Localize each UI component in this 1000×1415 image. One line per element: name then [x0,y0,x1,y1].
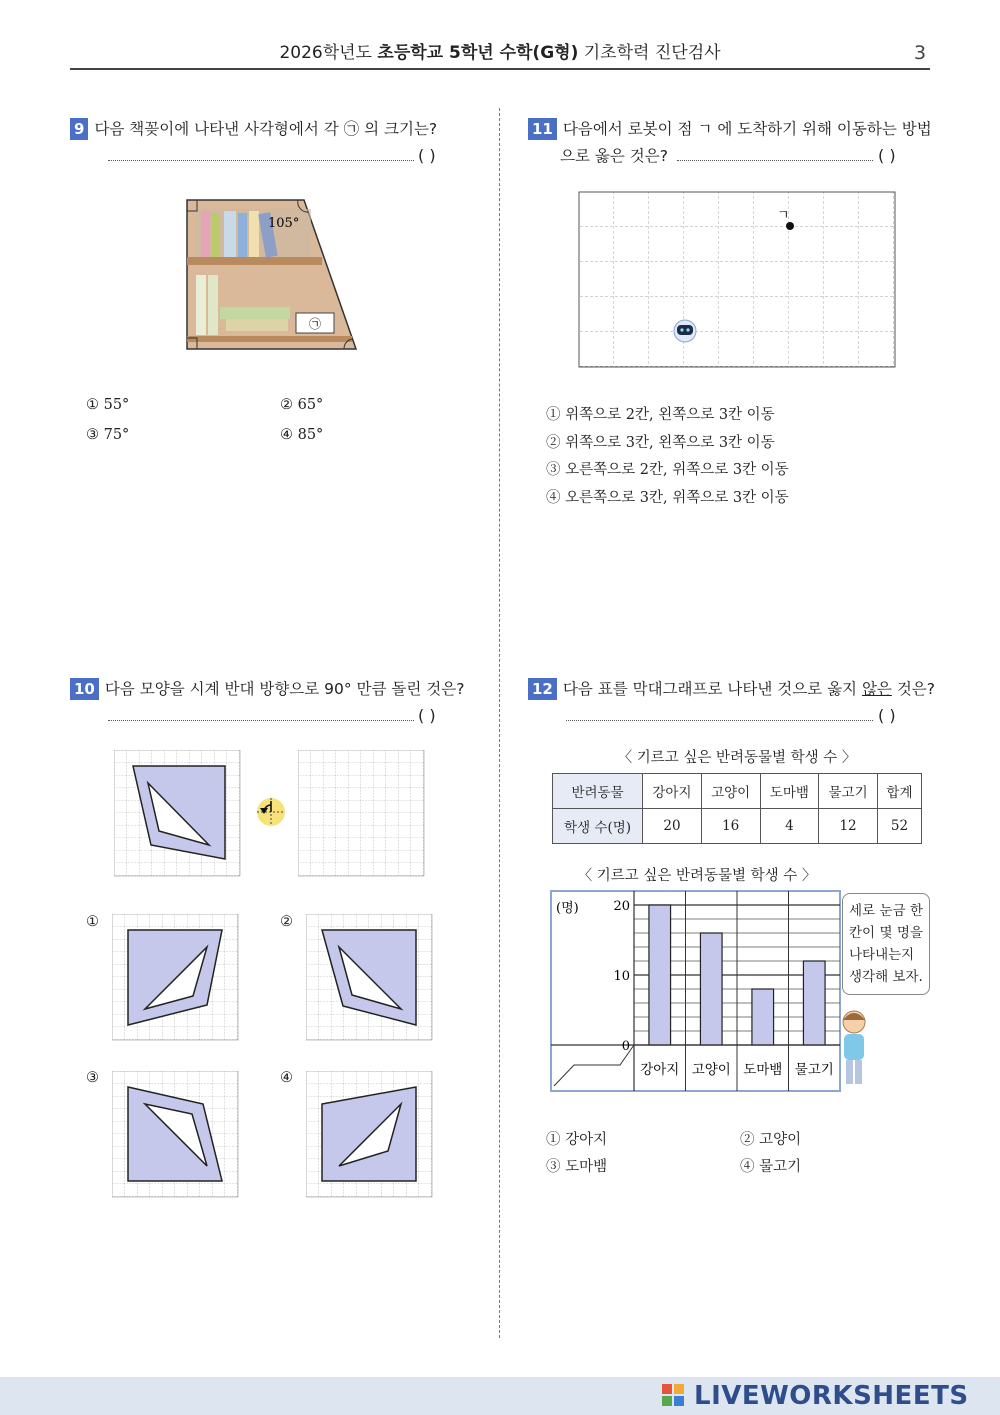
table-header-cell: 물고기 [819,774,878,809]
chart-bar [752,989,774,1045]
chart-y-tick-label: 0 [621,1039,630,1054]
q11-number: 11 [528,118,557,140]
q10-choice-2-grid[interactable] [306,914,434,1042]
chart-y-tick-label: 10 [613,969,630,984]
q12-bar-chart [550,890,842,1093]
q11-answer-blank[interactable]: ( ) [878,146,896,165]
column-divider [499,108,500,1338]
table-cell: 4 [760,809,819,844]
table-header-cell: 반려동물 [553,774,643,809]
table-header-row [553,774,922,809]
q12-choice-3[interactable]: ③ 도마뱀 [546,1159,608,1175]
q11-text-line1: 다음에서 로봇이 점 ㄱ 에 도착하기 위해 이동하는 방법 [562,120,932,138]
q9-question [70,118,437,140]
counterclockwise-rotation-icon [254,796,288,830]
q11-point-label: ㄱ [777,208,790,223]
chart-category-label: 도마뱀 [743,1062,783,1078]
chart-category-label: 고양이 [691,1062,731,1078]
q12-choice-2[interactable]: ② 고양이 [740,1132,802,1148]
chart-category-label: 강아지 [640,1062,680,1078]
q10-text: 다음 모양을 시계 반대 방향으로 90° 만큼 돌린 것은? [104,680,465,698]
table-header-cell: 고양이 [701,774,760,809]
table-cell: 12 [819,809,878,844]
chart-y-axis-label: (명) [556,901,579,916]
q12-text-a: 다음 표를 막대그래프로 나타낸 것으로 옳지 [562,680,862,698]
q10-answer-blank[interactable]: ( ) [418,706,436,725]
q11-choice-1[interactable]: ① 위쪽으로 2칸, 왼쪽으로 3칸 이동 [546,407,775,423]
q9-choice-1[interactable]: ① 55° [86,397,130,413]
q12-choice-1[interactable]: ① 강아지 [546,1132,608,1148]
q12-graph-caption: 〈 기르고 싶은 반려동물별 학생 수 〉 [577,868,817,884]
q9-choice-4[interactable]: ④ 85° [280,427,324,443]
chart-bar [649,905,671,1045]
page-number: 3 [914,42,927,64]
q9-text: 다음 책꽂이에 나타낸 사각형에서 각 ㉠ 의 크기는? [94,120,438,138]
table-cell: 52 [877,809,921,844]
header-title [0,38,1000,63]
q10-original-shape-grid [114,750,242,878]
q10-choice-1-grid[interactable] [112,914,240,1042]
q12-text-underlined: 않은 [861,680,892,698]
table-row [553,809,922,844]
q9-number: 9 [70,118,88,140]
table-cell: 학생 수(명) [553,809,643,844]
q11-leader-dots [677,160,873,161]
q12-question [528,678,935,700]
q11-text-line2: 으로 옳은 것은? [560,147,668,165]
q12-leader-dots [566,720,873,721]
q10-choice-3-label[interactable]: ③ [86,1070,99,1086]
q12-table-caption: 〈 기르고 싶은 반려동물별 학생 수 〉 [617,750,857,766]
header-year: 2026학년도 [279,43,378,63]
q10-leader-dots [108,720,414,721]
liveworksheets-brand[interactable]: LIVEWORKSHEETS [694,1381,969,1411]
q11-choice-2[interactable]: ② 위쪽으로 3칸, 왼쪽으로 3칸 이동 [546,435,775,451]
chart-bar [700,933,722,1045]
q12-number: 12 [528,678,557,700]
chart-bar [803,961,825,1045]
q9-angle-mark: ㉠ [308,317,322,331]
q9-angle-label: 105° [268,216,300,231]
table-cell: 20 [643,809,702,844]
liveworksheets-logo-icon [660,1382,690,1408]
bookshelf-illustration [186,199,358,351]
q12-text-b: 것은? [891,680,936,698]
q12-answer-blank[interactable]: ( ) [878,706,896,725]
q12-choice-4[interactable]: ④ 물고기 [740,1159,802,1175]
q10-choice-1-label[interactable]: ① [86,914,99,930]
q11-robot-grid [578,191,896,368]
q12-data-table [552,773,922,844]
q11-question [528,118,932,140]
table-header-cell: 합계 [877,774,921,809]
table-cell: 16 [701,809,760,844]
chart-category-label: 물고기 [794,1062,834,1078]
boy-character-illustration [836,1008,872,1088]
q12-speech-bubble: 세로 눈금 한 칸이 몇 명을 나타내는지 생각해 보자. [842,893,930,995]
q10-choice-2-label[interactable]: ② [280,914,293,930]
header-subject: 초등학교 5학년 수학(G형) [377,43,579,63]
q9-choice-2[interactable]: ② 65° [280,397,324,413]
q11-choice-3[interactable]: ③ 오른쪽으로 2칸, 위쪽으로 3칸 이동 [546,462,789,478]
robot-icon [674,320,696,342]
q11-target-point [786,222,794,230]
table-header-cell: 도마뱀 [760,774,819,809]
header-test-name: 기초학력 진단검사 [578,43,721,63]
q10-question [70,678,464,700]
q10-choice-4-label[interactable]: ④ [280,1070,293,1086]
table-header-cell: 강아지 [643,774,702,809]
q10-choice-3-grid[interactable] [112,1071,240,1199]
header-divider [70,68,930,70]
q9-choice-3[interactable]: ③ 75° [86,427,130,443]
chart-y-tick-label: 20 [613,899,630,914]
q9-leader-dots [108,160,414,161]
q10-number: 10 [70,678,99,700]
q11-choice-4[interactable]: ④ 오른쪽으로 3칸, 위쪽으로 3칸 이동 [546,490,789,506]
q9-answer-blank[interactable]: ( ) [418,146,436,165]
q10-empty-grid [298,750,426,878]
q10-choice-4-grid[interactable] [306,1071,434,1199]
